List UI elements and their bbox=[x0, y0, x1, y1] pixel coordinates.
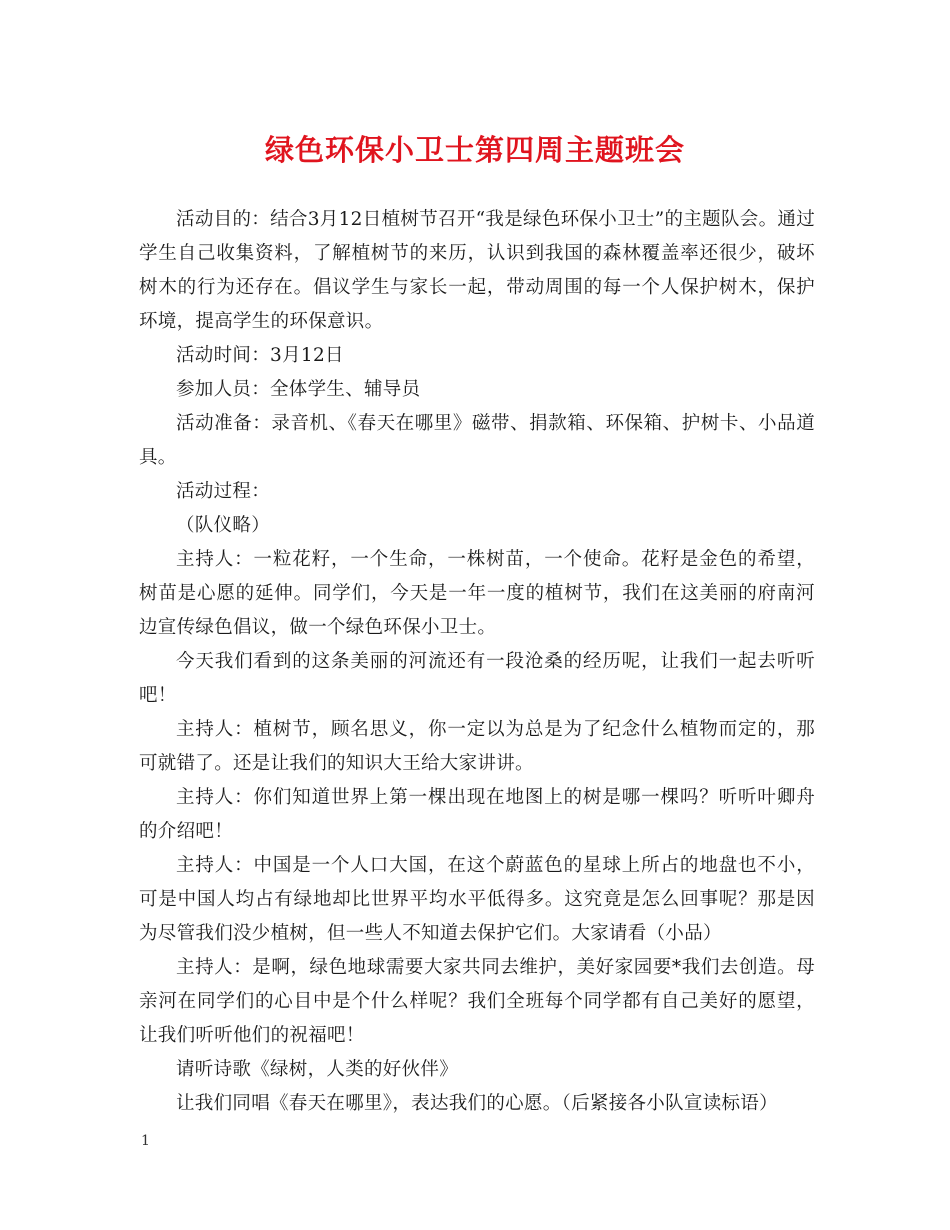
paragraph-process-heading: 活动过程： bbox=[176, 481, 271, 502]
paragraph-poem: 请听诗歌《绿树，人类的好伙伴》 bbox=[176, 1059, 459, 1080]
paragraph-river: 今天我们看到的这条美丽的河流还有一段沧桑的经历呢，让我们一起去听听吧！ bbox=[139, 651, 815, 706]
document-title: 绿色环保小卫士第四周主题班会 bbox=[264, 133, 685, 167]
page-number: 1 bbox=[141, 1133, 150, 1149]
paragraph-host-1: 主持人：一粒花籽，一个生命，一株树苗，一个使命。花籽是金色的希望，树苗是心愿的延伸。同学们，今天是一年一度的植树节，我们在这美丽的府南河边宣传绿色倡议，做一个绿色环保小卫士。 bbox=[139, 549, 815, 638]
paragraph-time: 活动时间：3月12日 bbox=[176, 345, 344, 366]
paragraph-host-4: 主持人：中国是一个人口大国，在这个蔚蓝色的星球上所占的地盘也不小，可是中国人均占有绿地却比世界平均水平低得多。这究竟是怎么回事呢？那是因为尽管我们没少植树，但一些人不知道去保护它们。大家请看（小品） bbox=[139, 855, 815, 944]
paragraph-host-5: 主持人：是啊，绿色地球需要大家共同去维护，美好家园要*我们去创造。母亲河在同学们的心目中是个什么样呢？我们全班每个同学都有自己美好的愿望，让我们听听他们的祝福吧！ bbox=[139, 957, 815, 1046]
paragraph-ceremony: （队仪略） bbox=[176, 515, 271, 536]
paragraph-participants: 参加人员：全体学生、辅导员 bbox=[176, 379, 421, 400]
paragraph-preparation: 活动准备：录音机、《春天在哪里》磁带、捐款箱、环保箱、护树卡、小品道具。 bbox=[139, 413, 815, 468]
paragraph-purpose: 活动目的：结合3月12日植树节召开“我是绿色环保小卫士”的主题队会。通过学生自己收集资料，了解植树节的来历，认识到我国的森林覆盖率还很少，破坏树木的行为还存在。倡议学生与家长一起，带动周围的每一个人保护树木，保护环境，提高学生的环保意识。 bbox=[139, 209, 815, 332]
paragraph-host-2: 主持人：植树节，顾名思义，你一定以为总是为了纪念什么植物而定的，那可就错了。还是让我们的知识大王给大家讲讲。 bbox=[139, 719, 815, 774]
document-body bbox=[139, 203, 815, 1121]
paragraph-song: 让我们同唱《春天在哪里》，表达我们的心愿。（后紧接各小队宣读标语） bbox=[176, 1093, 778, 1114]
paragraph-host-3: 主持人：你们知道世界上第一棵出现在地图上的树是哪一棵吗？听听叶卿舟的介绍吧！ bbox=[139, 787, 815, 842]
